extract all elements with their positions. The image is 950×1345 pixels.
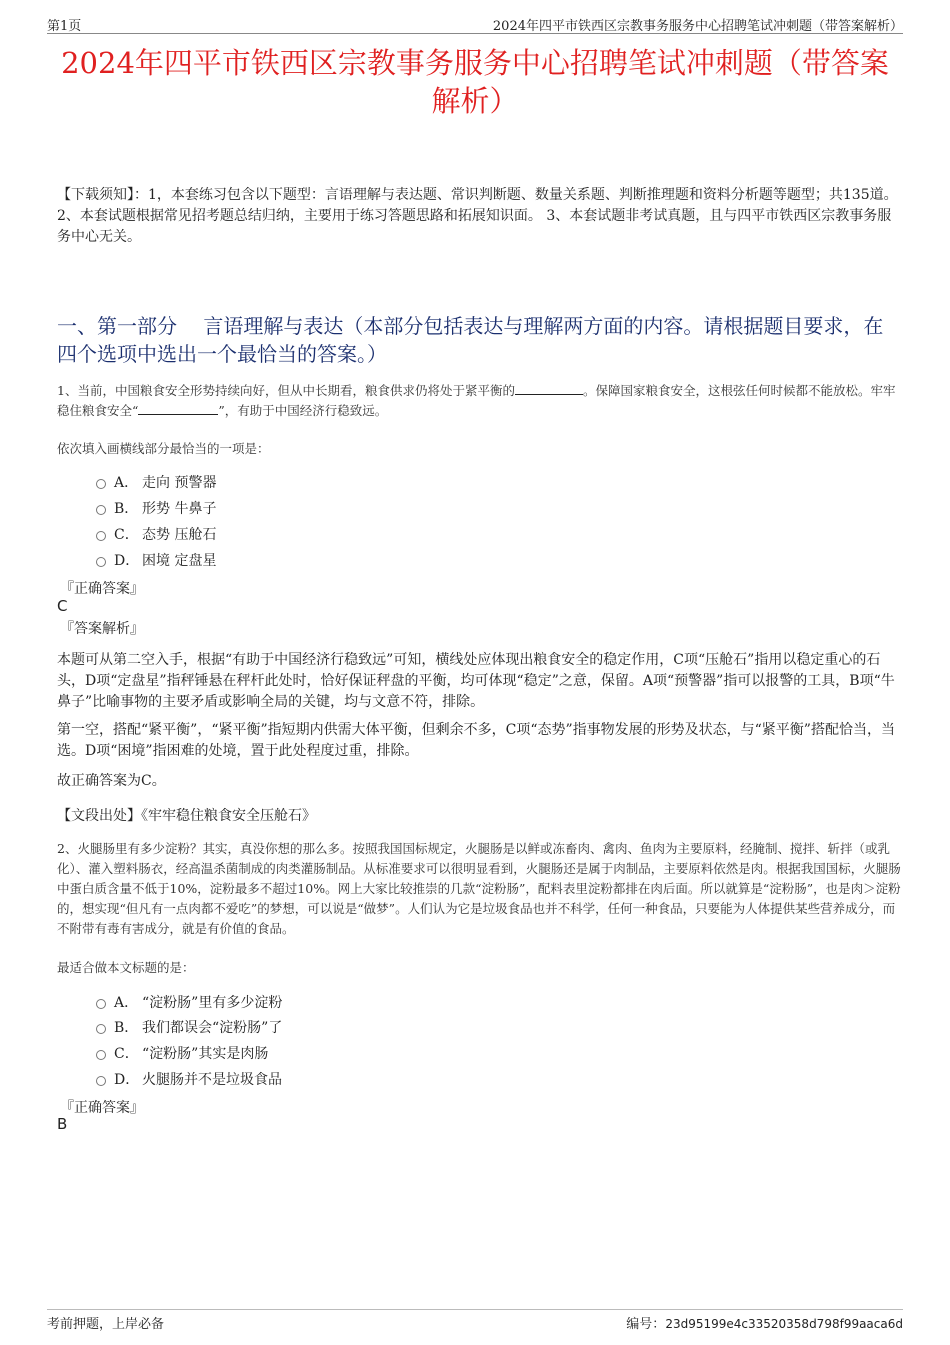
header-divider (47, 33, 903, 34)
footer-slogan: 考前押题，上岸必备 (47, 1317, 165, 1332)
radio-icon[interactable] (96, 557, 106, 567)
radio-icon[interactable] (96, 1024, 106, 1034)
page-number: 第1页 (47, 19, 82, 34)
option-text: 形势 牛鼻子 (142, 501, 217, 517)
question-2-option-b[interactable] (96, 1017, 282, 1037)
option-text: “淀粉肠”其实是肉肠 (142, 1046, 269, 1062)
question-1-prompt: 依次填入画横线部分最恰当的一项是： (57, 441, 270, 456)
option-text: 我们都误会“淀粉肠”了 (142, 1020, 283, 1036)
fill-blank-1 (515, 382, 583, 395)
page-title: 2024年四平市铁西区宗教事务服务中心招聘笔试冲刺题（带答案解析） (61, 46, 889, 118)
option-text: “淀粉肠”里有多少淀粉 (142, 995, 283, 1011)
option-letter: C． (114, 1046, 139, 1062)
footer-divider (47, 1309, 903, 1310)
correct-answer-label: 『正确答案』 (60, 581, 144, 597)
option-letter: A． (114, 995, 139, 1011)
question-1-text-part-1: 1、当前，中国粮食安全形势持续向好，但从中长期看，粮食供求仍将处于紧平衡的 (57, 383, 515, 398)
header-doc-title: 2024年四平市铁西区宗教事务服务中心招聘笔试冲刺题（带答案解析） (492, 19, 903, 34)
option-letter: B． (114, 501, 139, 517)
radio-icon[interactable] (96, 1076, 106, 1086)
option-text: 态势 压舱石 (142, 527, 217, 543)
section-heading: 一、第一部分 言语理解与表达（本部分包括表达与理解两方面的内容。请根据题目要求，在四个选项中选出一个最恰当的答案。） (57, 314, 884, 366)
correct-answer-label: 『正确答案』 (60, 1100, 144, 1116)
correct-answer: C (57, 597, 68, 615)
radio-icon[interactable] (96, 479, 106, 489)
question-2-option-d[interactable] (96, 1069, 282, 1089)
question-2-option-a[interactable] (96, 992, 282, 1012)
question-2-option-c[interactable] (96, 1043, 268, 1063)
option-letter: B． (114, 1020, 139, 1036)
option-letter: D． (114, 1072, 140, 1088)
source-citation: 【文段出处】《牢牢稳住粮食安全压舱石》 (57, 808, 316, 824)
fill-blank-2 (138, 402, 218, 415)
document-code (626, 1313, 903, 1332)
document-code-value: 23d95199e4c33520358d798f99aaca6d (665, 1317, 903, 1331)
radio-icon[interactable] (96, 1050, 106, 1060)
option-text: 走向 预警器 (142, 475, 217, 491)
option-letter: D． (114, 553, 140, 569)
analysis-label: 『答案解析』 (60, 621, 144, 637)
radio-icon[interactable] (96, 999, 106, 1009)
question-1-text-part-2: 。保障国家粮食安全，这根弦任何时候都不能放松。牢牢稳住粮食安全“ (57, 383, 896, 418)
radio-icon[interactable] (96, 505, 106, 515)
download-notice: 【下载须知】：1，本套练习包含以下题型：言语理解与表达题、常识判断题、数量关系题、判断推理题和资料分析题等题型；共135道。 2、本套试题根据常见招考题总结归纳，主要用于练习答题思路和拓展知识面。 3、本套试题非考试真题，且与四平市铁西区宗教事务服务中心无关。 (57, 187, 898, 245)
question-2-text: 2、火腿肠里有多少淀粉？其实，真没你想的那么多。按照我国国标规定，火腿肠是以鲜或冻畜肉、禽肉、鱼肉为主要原料，经腌制、搅拌、斩拌（或乳化）、灌入塑料肠衣，经高温杀菌制成的肉类灌肠制品。从标准要求可以很明显看到，火腿肠还是属于肉制品，主要原料依然是肉。根据我国国标，火腿肠中蛋白质含量不低于10%，淀粉最多不超过10%。网上大家比较推崇的几款“淀粉肠”，配料表里淀粉都排在肉后面。所以就算是“淀粉肠”，也是肉＞淀粉的，想实现“但凡有一点肉都不爱吃”的梦想，可以说是“做梦”。人们认为它是垃圾食品也并不科学，任何一种食品，只要能为人体提供某些营养成分，而不附带有毒有害成分，就是有价值的食品。 (57, 841, 901, 936)
option-letter: A． (114, 475, 139, 491)
question-1-text-part-3: ”，有助于中国经济行稳致远。 (218, 403, 388, 418)
document-code-label: 编号： (626, 1317, 666, 1332)
correct-answer: B (57, 1115, 68, 1133)
question-1-option-b[interactable] (96, 498, 216, 518)
question-1-option-c[interactable] (96, 524, 216, 544)
question-1-option-a[interactable] (96, 472, 216, 492)
option-text: 火腿肠并不是垃圾食品 (142, 1072, 282, 1088)
question-1-text (57, 381, 903, 421)
question-1-option-d[interactable] (96, 550, 216, 570)
analysis-paragraph-2: 第一空，搭配“紧平衡”，“紧平衡”指短期内供需大体平衡，但剩余不多，C项“态势”指事物发展的形势及状态，与“紧平衡”搭配恰当，当选。D项“困境”指困难的处境，置于此处程度过重，排除。 (57, 722, 895, 759)
radio-icon[interactable] (96, 531, 106, 541)
option-text: 困境 定盘星 (142, 553, 217, 569)
analysis-conclusion: 故正确答案为C。 (57, 773, 166, 789)
question-2-prompt: 最适合做本文标题的是： (57, 960, 195, 975)
option-letter: C． (114, 527, 139, 543)
analysis-paragraph-1: 本题可从第二空入手，根据“有助于中国经济行稳致远”可知，横线处应体现出粮食安全的稳定作用，C项“压舱石”指用以稳定重心的石头，D项“定盘星”指秤锤悬在秤杆此处时，恰好保证秤盘的平衡，均可体现“稳定”之意，保留。A项“预警器”指可以报警的工具，B项“牛鼻子”比喻事物的主要矛盾或影响全局的关键，均与文意不符，排除。 (57, 652, 895, 710)
